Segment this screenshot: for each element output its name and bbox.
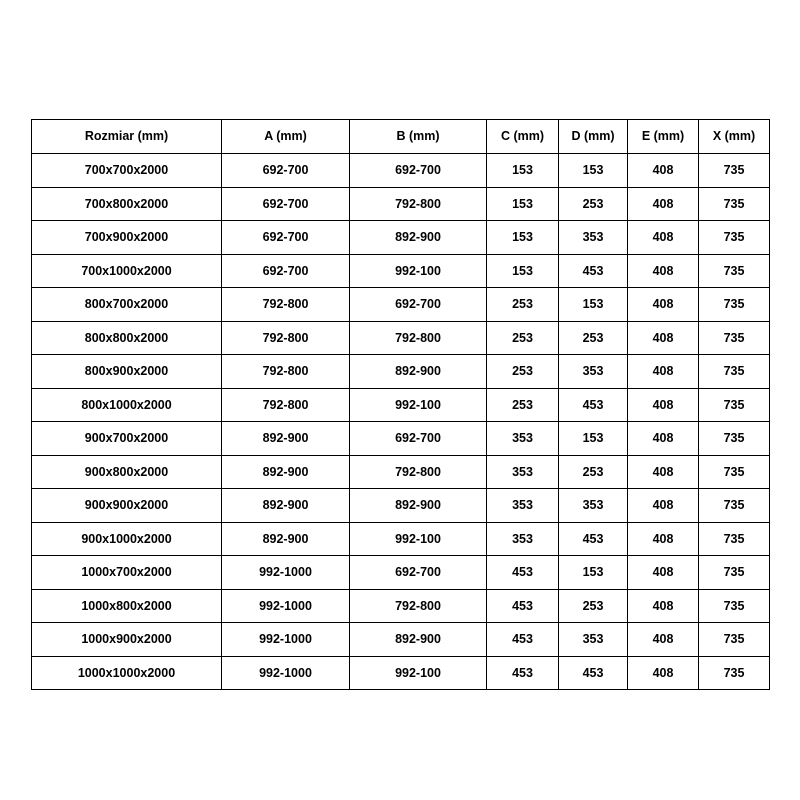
cell-a: 692-700 <box>222 221 350 255</box>
cell-x: 735 <box>699 422 770 456</box>
table-row <box>32 187 770 221</box>
cell-x: 735 <box>699 455 770 489</box>
cell-size: 700x800x2000 <box>32 187 222 221</box>
table-row <box>32 254 770 288</box>
cell-d: 453 <box>559 388 628 422</box>
table-row <box>32 489 770 523</box>
cell-x: 735 <box>699 522 770 556</box>
cell-a: 792-800 <box>222 388 350 422</box>
cell-size: 900x700x2000 <box>32 422 222 456</box>
table-row <box>32 388 770 422</box>
table-row <box>32 288 770 322</box>
cell-size: 700x900x2000 <box>32 221 222 255</box>
cell-b: 892-900 <box>350 221 487 255</box>
column-header-e: E (mm) <box>628 120 699 154</box>
cell-c: 253 <box>487 321 559 355</box>
cell-c: 253 <box>487 388 559 422</box>
cell-e: 408 <box>628 187 699 221</box>
cell-d: 253 <box>559 321 628 355</box>
cell-a: 992-1000 <box>222 589 350 623</box>
cell-x: 735 <box>699 388 770 422</box>
cell-c: 253 <box>487 355 559 389</box>
column-header-d: D (mm) <box>559 120 628 154</box>
cell-size: 800x700x2000 <box>32 288 222 322</box>
cell-a: 892-900 <box>222 455 350 489</box>
cell-x: 735 <box>699 154 770 188</box>
cell-x: 735 <box>699 288 770 322</box>
cell-d: 153 <box>559 154 628 188</box>
table-row <box>32 589 770 623</box>
cell-b: 792-800 <box>350 187 487 221</box>
cell-d: 353 <box>559 355 628 389</box>
cell-a: 792-800 <box>222 321 350 355</box>
cell-c: 453 <box>487 656 559 690</box>
cell-b: 892-900 <box>350 623 487 657</box>
cell-x: 735 <box>699 221 770 255</box>
cell-x: 735 <box>699 355 770 389</box>
cell-d: 153 <box>559 556 628 590</box>
cell-x: 735 <box>699 187 770 221</box>
cell-size: 800x1000x2000 <box>32 388 222 422</box>
cell-e: 408 <box>628 589 699 623</box>
cell-a: 992-1000 <box>222 656 350 690</box>
column-header-x: X (mm) <box>699 120 770 154</box>
cell-b: 792-800 <box>350 589 487 623</box>
cell-c: 253 <box>487 288 559 322</box>
cell-a: 992-1000 <box>222 556 350 590</box>
cell-size: 800x800x2000 <box>32 321 222 355</box>
size-table <box>31 119 770 690</box>
table-body <box>32 154 770 690</box>
cell-c: 453 <box>487 589 559 623</box>
table-row <box>32 321 770 355</box>
cell-size: 900x900x2000 <box>32 489 222 523</box>
cell-d: 153 <box>559 422 628 456</box>
cell-c: 353 <box>487 522 559 556</box>
cell-x: 735 <box>699 589 770 623</box>
cell-d: 253 <box>559 187 628 221</box>
cell-c: 353 <box>487 455 559 489</box>
cell-b: 792-800 <box>350 321 487 355</box>
cell-x: 735 <box>699 656 770 690</box>
cell-size: 1000x800x2000 <box>32 589 222 623</box>
cell-c: 153 <box>487 254 559 288</box>
cell-d: 453 <box>559 656 628 690</box>
table-row <box>32 355 770 389</box>
cell-c: 153 <box>487 221 559 255</box>
cell-e: 408 <box>628 388 699 422</box>
cell-b: 692-700 <box>350 556 487 590</box>
cell-d: 453 <box>559 522 628 556</box>
cell-c: 153 <box>487 187 559 221</box>
size-table-container <box>31 119 769 690</box>
cell-a: 892-900 <box>222 522 350 556</box>
cell-c: 353 <box>487 489 559 523</box>
cell-size: 700x700x2000 <box>32 154 222 188</box>
table-row <box>32 623 770 657</box>
cell-a: 792-800 <box>222 355 350 389</box>
cell-e: 408 <box>628 321 699 355</box>
cell-b: 892-900 <box>350 355 487 389</box>
cell-e: 408 <box>628 154 699 188</box>
cell-a: 692-700 <box>222 154 350 188</box>
cell-c: 453 <box>487 556 559 590</box>
cell-x: 735 <box>699 489 770 523</box>
cell-d: 353 <box>559 623 628 657</box>
cell-c: 453 <box>487 623 559 657</box>
cell-size: 700x1000x2000 <box>32 254 222 288</box>
cell-b: 692-700 <box>350 288 487 322</box>
cell-a: 692-700 <box>222 254 350 288</box>
table-row <box>32 154 770 188</box>
column-header-c: C (mm) <box>487 120 559 154</box>
cell-d: 353 <box>559 489 628 523</box>
cell-e: 408 <box>628 288 699 322</box>
cell-a: 892-900 <box>222 489 350 523</box>
cell-b: 692-700 <box>350 422 487 456</box>
column-header-b: B (mm) <box>350 120 487 154</box>
column-header-a: A (mm) <box>222 120 350 154</box>
cell-size: 800x900x2000 <box>32 355 222 389</box>
cell-d: 353 <box>559 221 628 255</box>
cell-size: 900x1000x2000 <box>32 522 222 556</box>
cell-a: 992-1000 <box>222 623 350 657</box>
cell-e: 408 <box>628 422 699 456</box>
table-row <box>32 522 770 556</box>
cell-e: 408 <box>628 623 699 657</box>
cell-b: 992-100 <box>350 388 487 422</box>
cell-x: 735 <box>699 556 770 590</box>
cell-c: 153 <box>487 154 559 188</box>
table-row <box>32 221 770 255</box>
cell-a: 792-800 <box>222 288 350 322</box>
cell-d: 153 <box>559 288 628 322</box>
cell-e: 408 <box>628 254 699 288</box>
cell-size: 1000x1000x2000 <box>32 656 222 690</box>
cell-e: 408 <box>628 656 699 690</box>
table-row <box>32 455 770 489</box>
cell-d: 253 <box>559 589 628 623</box>
cell-e: 408 <box>628 522 699 556</box>
cell-e: 408 <box>628 221 699 255</box>
cell-b: 892-900 <box>350 489 487 523</box>
cell-e: 408 <box>628 455 699 489</box>
cell-e: 408 <box>628 556 699 590</box>
cell-x: 735 <box>699 321 770 355</box>
cell-b: 792-800 <box>350 455 487 489</box>
table-row <box>32 656 770 690</box>
cell-a: 892-900 <box>222 422 350 456</box>
cell-d: 453 <box>559 254 628 288</box>
table-row <box>32 422 770 456</box>
cell-b: 992-100 <box>350 254 487 288</box>
table-header <box>32 120 770 154</box>
column-header-size: Rozmiar (mm) <box>32 120 222 154</box>
cell-size: 900x800x2000 <box>32 455 222 489</box>
table-header-row <box>32 120 770 154</box>
cell-a: 692-700 <box>222 187 350 221</box>
cell-e: 408 <box>628 489 699 523</box>
table-row <box>32 556 770 590</box>
cell-x: 735 <box>699 254 770 288</box>
cell-b: 692-700 <box>350 154 487 188</box>
cell-e: 408 <box>628 355 699 389</box>
cell-b: 992-100 <box>350 656 487 690</box>
cell-d: 253 <box>559 455 628 489</box>
cell-b: 992-100 <box>350 522 487 556</box>
cell-x: 735 <box>699 623 770 657</box>
cell-size: 1000x700x2000 <box>32 556 222 590</box>
cell-size: 1000x900x2000 <box>32 623 222 657</box>
cell-c: 353 <box>487 422 559 456</box>
